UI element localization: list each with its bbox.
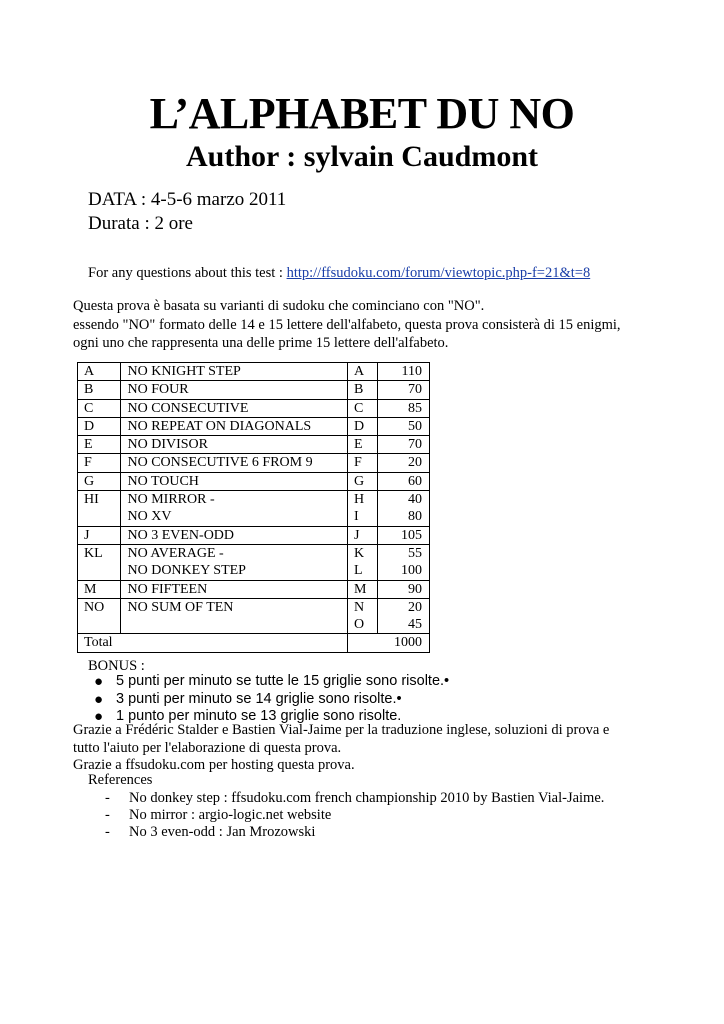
puzzle-name-cell-line: NO SUM OF TEN xyxy=(127,599,234,615)
puzzle-name-cell xyxy=(121,417,348,435)
puzzle-code-cell: F xyxy=(78,454,121,472)
puzzle-points-cell-line: 55 xyxy=(408,545,422,561)
puzzle-points-cell xyxy=(378,544,430,580)
puzzle-points-cell xyxy=(378,436,430,454)
puzzle-points-cell xyxy=(378,454,430,472)
puzzle-points-cell-line: 45 xyxy=(408,617,422,633)
bonus-item xyxy=(88,673,449,691)
bullet-icon: ● xyxy=(94,690,104,708)
puzzle-code-cell: E xyxy=(78,436,121,454)
puzzle-points-cell-line: 60 xyxy=(408,473,422,489)
table-row xyxy=(78,491,430,527)
puzzle-name-cell-line: NO DIVISOR xyxy=(127,437,208,453)
puzzle-letter-cell xyxy=(348,454,378,472)
puzzle-points-cell xyxy=(378,363,430,381)
puzzle-points-cell xyxy=(378,381,430,399)
table-body xyxy=(78,363,430,653)
puzzle-letter-cell-line: A xyxy=(354,364,365,379)
puzzle-points-cell-line: 110 xyxy=(401,364,422,379)
author-line: Author : sylvain Caudmont xyxy=(185,140,539,173)
puzzle-letter-cell xyxy=(348,472,378,490)
puzzle-letter-cell-line: O xyxy=(354,617,365,633)
total-label: Total xyxy=(78,634,348,652)
puzzle-letter-cell xyxy=(348,526,378,544)
puzzle-points-cell xyxy=(378,472,430,490)
dash-bullet-icon: - xyxy=(105,824,110,840)
forum-link[interactable]: http://ffsudoku.com/forum/viewtopic.php-f=21&t=8 xyxy=(286,265,591,281)
puzzle-letter-cell xyxy=(348,544,378,580)
reference-item-text: No 3 even-odd : Jan Mrozowski xyxy=(129,824,316,840)
intro-line: Questa prova è basata su varianti di sudoku che cominciano con "NO". xyxy=(73,298,485,314)
dash-bullet-icon: - xyxy=(105,807,110,823)
puzzle-name-cell xyxy=(121,472,348,490)
table-row xyxy=(78,526,430,544)
puzzle-name-cell xyxy=(121,381,348,399)
contact-prefix: For any questions about this test : xyxy=(88,265,287,281)
puzzle-code-cell: B xyxy=(78,381,121,399)
bonus-list xyxy=(88,673,449,726)
puzzle-name-cell-line: NO AVERAGE - xyxy=(127,545,224,561)
table-row xyxy=(78,436,430,454)
puzzle-letter-cell xyxy=(348,580,378,598)
puzzle-letter-cell-line: D xyxy=(354,418,365,434)
puzzle-name-cell xyxy=(121,544,348,580)
puzzle-letter-cell-line: L xyxy=(354,563,363,579)
puzzle-letter-cell-line: J xyxy=(354,527,360,543)
puzzle-name-cell-line: NO 3 EVEN-ODD xyxy=(127,527,235,543)
credits-line: Grazie a ffsudoku.com per hosting questa prova. xyxy=(73,757,355,774)
puzzle-letter-cell xyxy=(348,417,378,435)
puzzle-name-cell-line: NO REPEAT ON DIAGONALS xyxy=(127,418,312,434)
puzzle-name-cell-line: NO XV xyxy=(127,509,172,525)
puzzle-letter-cell xyxy=(348,436,378,454)
bullet-icon: ● xyxy=(94,708,104,725)
duration-line: Durata : 2 ore xyxy=(88,213,193,234)
reference-item-text: No donkey step : ffsudoku.com french championship 2010 by Bastien Vial-Jaime. xyxy=(129,790,605,806)
total-value: 1000 xyxy=(348,634,430,652)
puzzle-name-cell xyxy=(121,580,348,598)
puzzle-letter-cell-line: H xyxy=(354,492,365,508)
page-title: L’ALPHABET DU NO xyxy=(149,89,575,138)
puzzle-name-cell xyxy=(121,399,348,417)
puzzle-letter-cell xyxy=(348,399,378,417)
bonus-heading: BONUS : xyxy=(88,658,145,674)
puzzle-code-cell: J xyxy=(78,526,121,544)
table-row xyxy=(78,381,430,399)
table-row xyxy=(78,399,430,417)
puzzle-name-cell-line: NO KNIGHT STEP xyxy=(127,364,241,379)
puzzle-points-cell-line: 70 xyxy=(408,437,422,453)
puzzle-name-cell xyxy=(121,491,348,527)
puzzle-points-cell-line: 50 xyxy=(408,418,422,434)
table-row xyxy=(78,417,430,435)
puzzle-code-cell: D xyxy=(78,417,121,435)
puzzle-name-cell-line: NO TOUCH xyxy=(127,473,199,489)
table-row xyxy=(78,544,430,580)
contact-line xyxy=(88,264,590,282)
puzzle-letter-cell-line: I xyxy=(354,509,359,525)
table-row xyxy=(78,472,430,490)
puzzle-points-cell xyxy=(378,417,430,435)
puzzle-code-cell: G xyxy=(78,472,121,490)
credits-paragraph xyxy=(73,722,693,775)
intro-paragraph xyxy=(73,297,673,353)
bonus-item-text: 5 punti per minuto se tutte le 15 griglie sono risolte.• xyxy=(116,673,450,689)
puzzle-code-cell: NO xyxy=(78,598,121,634)
puzzle-points-cell-line: 105 xyxy=(401,527,422,543)
puzzle-letter-cell-line: C xyxy=(354,400,364,416)
puzzle-letter-cell-line: E xyxy=(354,437,363,453)
table-row xyxy=(78,454,430,472)
puzzle-points-cell-line: 70 xyxy=(408,382,422,398)
puzzle-points-cell-line: 100 xyxy=(401,563,422,579)
table-row xyxy=(78,598,430,634)
puzzle-letter-cell-line: K xyxy=(354,545,365,561)
puzzle-name-cell xyxy=(121,598,348,634)
puzzle-name-cell xyxy=(121,363,348,381)
puzzle-name-cell-line: NO CONSECUTIVE 6 FROM 9 xyxy=(127,455,313,471)
reference-item xyxy=(105,807,604,824)
puzzle-name-cell-line: NO FIFTEEN xyxy=(127,581,208,597)
total-row xyxy=(78,634,430,652)
puzzle-letter-cell-line: B xyxy=(354,382,364,398)
puzzle-letter-cell-line: F xyxy=(354,455,362,471)
date-line: DATA : 4-5-6 marzo 2011 xyxy=(88,189,287,210)
puzzle-name-cell xyxy=(121,526,348,544)
bullet-icon: ● xyxy=(94,673,104,690)
puzzle-letter-cell xyxy=(348,491,378,527)
puzzle-letter-cell-line: G xyxy=(354,473,365,489)
puzzle-letter-cell-line: N xyxy=(354,599,365,615)
puzzle-letter-cell xyxy=(348,381,378,399)
puzzle-points-cell xyxy=(378,491,430,527)
puzzle-code-cell: M xyxy=(78,580,121,598)
credits-line: Grazie a Frédéric Stalder e Bastien Vial-Jaime per la traduzione inglese, soluzioni di prova e xyxy=(73,722,610,738)
puzzle-points-cell-line: 20 xyxy=(408,599,422,615)
puzzle-points-cell xyxy=(378,526,430,544)
puzzle-name-cell-line: NO CONSECUTIVE xyxy=(127,400,249,416)
puzzle-points-cell-line: 90 xyxy=(408,581,422,597)
puzzle-name-cell xyxy=(121,436,348,454)
puzzle-code-cell: HI xyxy=(78,491,121,527)
puzzle-points-table xyxy=(77,362,430,653)
reference-item xyxy=(105,790,604,807)
puzzle-letter-cell-line: M xyxy=(354,581,367,597)
puzzle-code-cell: KL xyxy=(78,544,121,580)
puzzle-points-cell-line: 85 xyxy=(408,400,422,416)
puzzle-name-cell-line: NO DONKEY STEP xyxy=(127,563,246,579)
puzzle-letter-cell xyxy=(348,363,378,381)
puzzle-code-cell: C xyxy=(78,399,121,417)
references-list xyxy=(105,790,604,841)
puzzle-points-cell-line: 20 xyxy=(408,455,422,471)
reference-item-text: No mirror : argio-logic.net website xyxy=(129,807,332,823)
intro-line: essendo "NO" formato delle 14 e 15 lettere dell'alfabeto, questa prova consisterà di 15 enigmi, xyxy=(73,316,621,333)
reference-item xyxy=(105,824,604,841)
puzzle-letter-cell xyxy=(348,598,378,634)
table-row xyxy=(78,363,430,381)
puzzle-points-cell xyxy=(378,580,430,598)
bonus-item-text: 1 punto per minuto se 13 griglie sono risolte. xyxy=(116,708,402,724)
bonus-item-text: 3 punti per minuto se 14 griglie sono risolte.• xyxy=(116,690,402,707)
table-row xyxy=(78,580,430,598)
puzzle-points-cell xyxy=(378,399,430,417)
puzzle-points-cell xyxy=(378,598,430,634)
dash-bullet-icon: - xyxy=(105,790,110,806)
puzzle-name-cell xyxy=(121,454,348,472)
intro-line: ogni uno che rappresenta una delle prime 15 lettere dell'alfabeto. xyxy=(73,335,449,351)
puzzle-points-cell-line: 40 xyxy=(408,492,422,508)
puzzle-points-cell-line: 80 xyxy=(408,509,422,525)
puzzle-name-cell-line: NO MIRROR - xyxy=(127,492,215,508)
puzzle-code-cell: A xyxy=(78,363,121,381)
bonus-item xyxy=(88,691,449,709)
puzzle-name-cell-line: NO FOUR xyxy=(127,382,189,398)
credits-line: tutto l'aiuto per l'elaborazione di questa prova. xyxy=(73,739,342,756)
references-heading: References xyxy=(88,772,153,788)
